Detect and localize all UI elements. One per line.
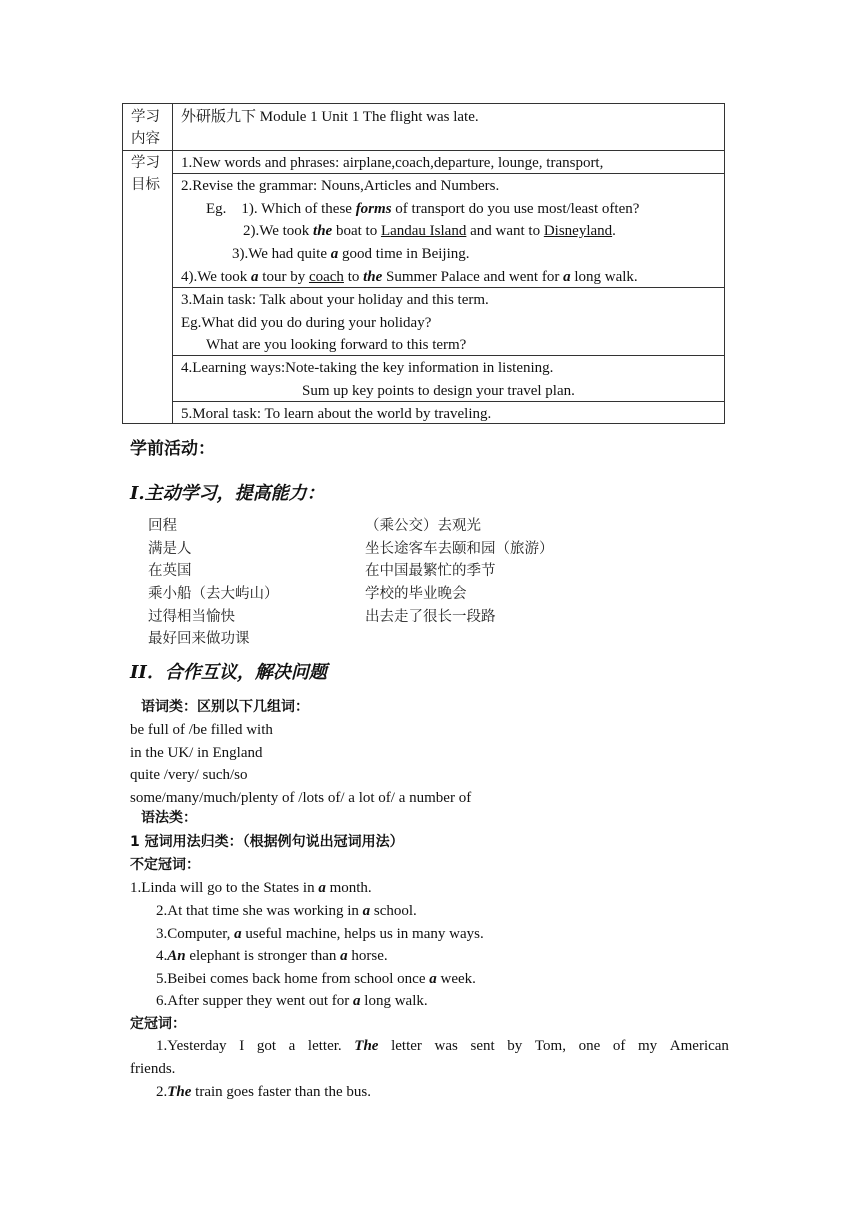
word: my <box>638 1038 658 1054</box>
text: Summer Palace and went for <box>382 269 564 285</box>
emphasis-word: a <box>318 880 326 896</box>
underlined-phrase: Landau Island <box>380 223 467 239</box>
emphasis-word: An <box>167 948 186 964</box>
example-sentence <box>156 924 484 944</box>
label-line: 目标 <box>131 177 160 193</box>
example-sentence <box>130 878 372 898</box>
emphasis-word: a <box>330 246 339 262</box>
emphasis-word: The <box>167 1084 192 1100</box>
text: useful machine, helps us in many ways. <box>241 926 484 942</box>
text: 3.Computer, <box>156 926 235 942</box>
objective-1: 1.New words and phrases: airplane,coach,departure, lounge, transport, <box>181 155 604 171</box>
word: of <box>612 1038 626 1054</box>
example-sentence-justified <box>156 1036 729 1056</box>
text: 2).We took <box>243 223 314 239</box>
word: Tom, <box>534 1038 566 1054</box>
word: one <box>578 1038 601 1054</box>
table-label-study-content <box>131 106 160 150</box>
label-line: 学习 <box>131 109 160 125</box>
objective-2-example-4 <box>181 267 638 287</box>
table-rule <box>172 287 725 288</box>
indefinite-article-heading: 不定冠词： <box>130 857 200 873</box>
table-rule <box>172 401 725 402</box>
word: sent <box>470 1038 495 1054</box>
underlined-phrase: Disneyland <box>543 223 613 239</box>
word: I <box>239 1038 245 1054</box>
table-rule <box>172 355 725 356</box>
objective-3-example-1: Eg.What did you do during your holiday? <box>181 315 432 331</box>
label-line: 内容 <box>131 131 160 147</box>
objective-5: 5.Moral task: To learn about the world by traveling. <box>181 406 492 422</box>
table-rule <box>172 173 725 174</box>
emphasis-word: a <box>353 993 361 1009</box>
text: 2. <box>156 1084 168 1100</box>
vocab-item: be full of /be filled with <box>130 722 273 738</box>
text: good time in Beijing. <box>338 246 470 262</box>
text: and want to <box>466 223 544 239</box>
vocab-item: quite /very/ such/so <box>130 767 248 783</box>
text: month. <box>325 880 372 896</box>
word: American <box>669 1038 729 1054</box>
text: 1.Linda will go to the States in <box>130 880 319 896</box>
phrase-item: 学校的毕业晚会 <box>365 586 467 602</box>
phrase-item: 回程 <box>148 518 177 534</box>
example-sentence <box>156 991 428 1011</box>
phrase-item: 在中国最繁忙的季节 <box>365 563 496 579</box>
emphasis-word: the <box>363 269 383 285</box>
text: 4. <box>156 948 168 964</box>
emphasis-word: forms <box>355 201 392 217</box>
emphasis-word: a <box>340 948 348 964</box>
emphasis-word: a <box>429 971 437 987</box>
underlined-phrase: coach <box>308 269 344 285</box>
objective-2-example-2 <box>243 221 616 241</box>
objective-3-title: 3.Main task: Talk about your holiday and this term. <box>181 292 489 308</box>
text: long walk. <box>570 269 638 285</box>
phrase-item: 乘小船（去大屿山） <box>148 586 279 602</box>
emphasis-word: a <box>234 926 242 942</box>
phrase-item: 出去走了很长一段路 <box>365 609 496 625</box>
objective-2-example-1 <box>206 199 639 219</box>
table-divider <box>172 103 173 424</box>
word: a <box>288 1038 296 1054</box>
objective-3-example-2: What are you looking forward to this term? <box>206 337 467 353</box>
section-2-heading: II．合作互议，解决问题 <box>130 662 327 683</box>
text: elephant is stronger than <box>185 948 341 964</box>
word: by <box>507 1038 523 1054</box>
text: of transport do you use most/least often? <box>391 201 640 217</box>
phrase-item: 最好回来做功课 <box>148 631 250 647</box>
emphasis-word: a <box>362 903 371 919</box>
text: Eg. 1). Which of these <box>206 201 356 217</box>
phrase-item: 在英国 <box>148 563 192 579</box>
example-sentence <box>156 969 476 989</box>
grammar-heading: 语法类： <box>141 810 197 826</box>
text: 2.At that time she was working in <box>156 903 363 919</box>
text: long walk. <box>360 993 428 1009</box>
section-1-heading: I.主动学习，提高能力： <box>130 483 325 504</box>
example-sentence <box>156 901 417 921</box>
section-pre-class-heading: 学前活动： <box>130 439 215 459</box>
text: 6.After supper they went out for <box>156 993 354 1009</box>
vocab-heading: 语词类：区别以下几组词： <box>141 699 309 715</box>
text: horse. <box>347 948 388 964</box>
emphasis-word: a <box>563 269 571 285</box>
table-content-lesson: 外研版九下 Module 1 Unit 1 The flight was late. <box>181 109 479 125</box>
text: to <box>343 269 364 285</box>
word: was <box>434 1038 458 1054</box>
vocab-item: some/many/much/plenty of /lots of/ a lot of/ a number of <box>130 790 472 806</box>
word: letter. <box>307 1038 342 1054</box>
text: 3).We had quite <box>232 246 331 262</box>
objective-2-example-3 <box>232 244 470 264</box>
word: letter <box>391 1038 422 1054</box>
article-usage-heading: 1 冠词用法归类：（根据例句说出冠词用法） <box>130 834 404 850</box>
example-sentence <box>156 1082 371 1102</box>
emphasis-word: The <box>354 1038 379 1054</box>
text: train goes faster than the bus. <box>191 1084 371 1100</box>
phrase-item: （乘公交）去观光 <box>365 518 481 534</box>
emphasis-word: a <box>251 269 259 285</box>
text: school. <box>370 903 417 919</box>
text: 4).We took <box>181 269 252 285</box>
objective-2-title: 2.Revise the grammar: Nouns,Articles and Numbers. <box>181 178 500 194</box>
definite-article-heading: 定冠词： <box>130 1016 186 1032</box>
text: . <box>612 223 616 239</box>
table-label-study-goals <box>131 152 160 196</box>
objective-4-title: 4.Learning ways:Note-taking the key information in listening. <box>181 360 554 376</box>
example-sentence <box>156 946 388 966</box>
word: 1.Yesterday <box>156 1038 227 1054</box>
phrase-item: 坐长途客车去颐和园（旅游） <box>365 541 554 557</box>
text: boat to <box>332 223 381 239</box>
label-line: 学习 <box>131 155 160 171</box>
text: week. <box>436 971 476 987</box>
vocab-item: in the UK/ in England <box>130 745 263 761</box>
table-rule <box>122 150 725 151</box>
phrase-item: 满是人 <box>148 541 192 557</box>
objective-4-line-2: Sum up key points to design your travel plan. <box>302 383 575 399</box>
emphasis-word: the <box>313 223 333 239</box>
example-sentence-continuation: friends. <box>130 1061 176 1077</box>
word: got <box>256 1038 276 1054</box>
phrase-item: 过得相当愉快 <box>148 609 235 625</box>
text: 5.Beibei comes back home from school once <box>156 971 430 987</box>
text: tour by <box>258 269 309 285</box>
